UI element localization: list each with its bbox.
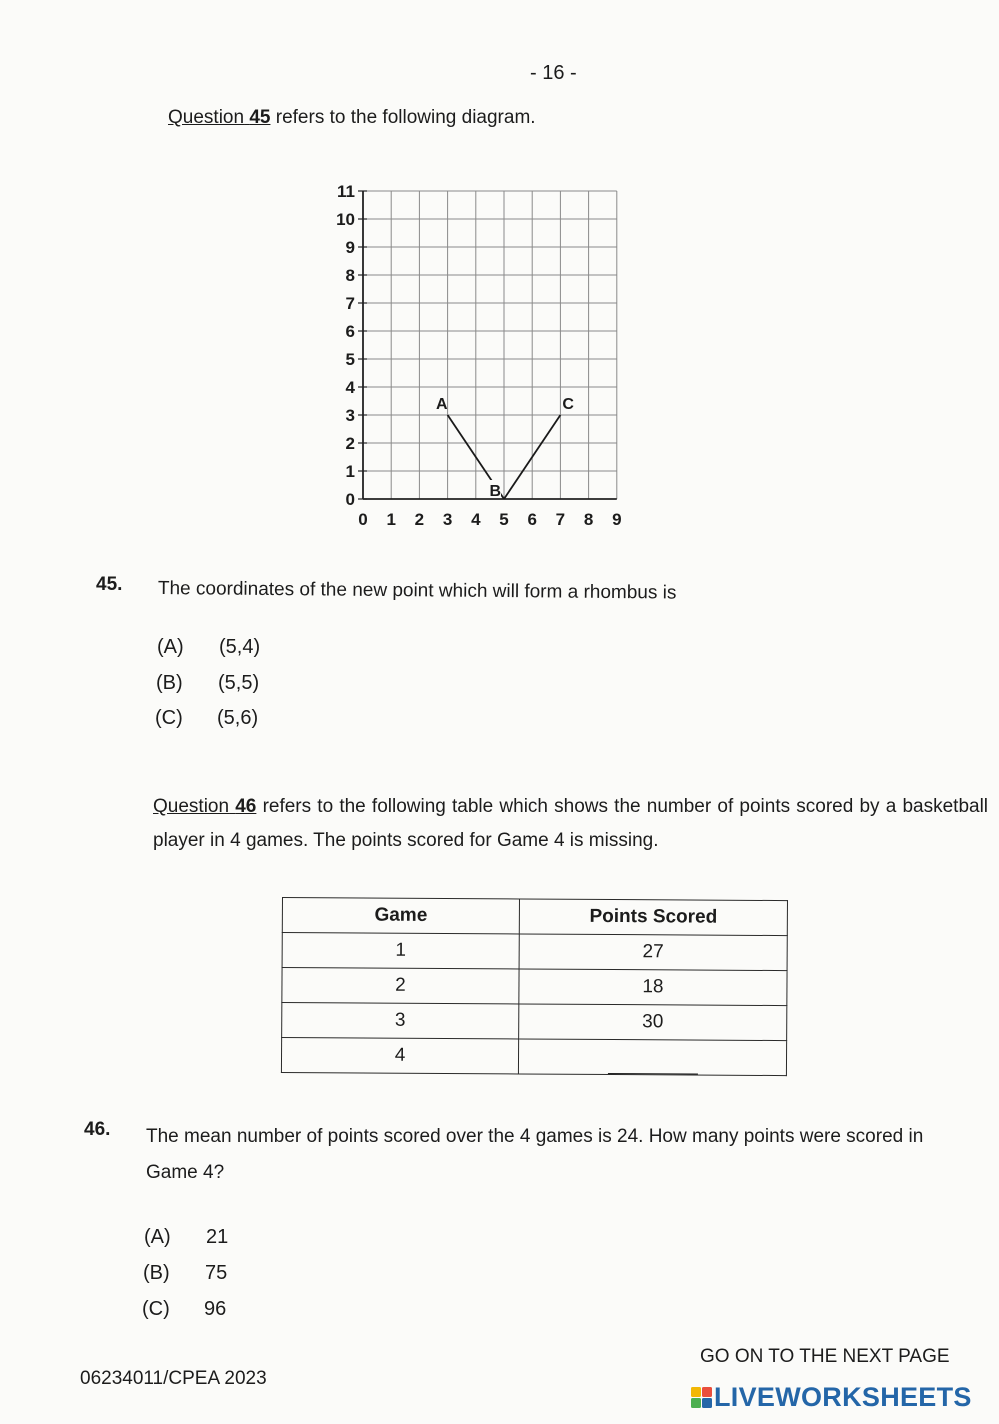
q46-option-b[interactable]: (B) 75 xyxy=(143,1262,228,1284)
x-tick-label: 4 xyxy=(471,510,481,529)
question-45-text: The coordinates of the new point which will form a rhombus is xyxy=(157,578,677,604)
logo-square xyxy=(702,1398,712,1408)
q45-option-c[interactable]: (C) (5,6) xyxy=(155,707,259,729)
y-tick-label: 2 xyxy=(345,434,355,453)
point-label-c: C xyxy=(562,396,574,413)
table-header-points: Points Scored xyxy=(519,899,787,936)
table-cell-game: 1 xyxy=(282,933,519,969)
liveworksheets-logo-text: LIVEWORKSHEETS xyxy=(714,1382,972,1412)
question-46-ref: Question 46 xyxy=(153,796,257,817)
exam-code: 06234011/CPEA 2023 xyxy=(80,1368,267,1389)
q46-option-a[interactable]: (A) 21 xyxy=(144,1226,229,1248)
table-cell-points: 27 xyxy=(519,934,787,971)
go-on-next-page-text: GO ON TO THE NEXT PAGE xyxy=(700,1346,950,1367)
table-row xyxy=(282,968,787,1006)
liveworksheets-logo xyxy=(690,1382,972,1413)
y-tick-label: 3 xyxy=(345,406,355,425)
y-tick-label: 10 xyxy=(336,210,355,229)
table-header-game: Game xyxy=(282,898,519,934)
q45-option-a[interactable]: (A) (5,4) xyxy=(157,636,261,658)
y-tick-label: 5 xyxy=(345,350,355,369)
x-tick-label: 1 xyxy=(386,510,396,529)
x-tick-label: 9 xyxy=(612,510,622,529)
logo-square xyxy=(691,1387,701,1397)
y-tick-label: 11 xyxy=(337,182,355,201)
x-tick-label: 8 xyxy=(583,510,594,529)
points-table xyxy=(281,897,788,1076)
y-tick-label: 0 xyxy=(345,490,355,509)
question-45-intro: Question 45 refers to the following diagram. xyxy=(168,107,536,128)
table-cell-game: 3 xyxy=(282,1003,519,1039)
x-tick-label: 5 xyxy=(499,510,509,529)
y-tick-label: 4 xyxy=(345,378,355,397)
table-cell-points: 18 xyxy=(519,969,787,1006)
logo-square xyxy=(691,1398,701,1408)
table-cell-points-missing[interactable] xyxy=(518,1039,786,1076)
x-tick-label: 7 xyxy=(555,510,566,529)
question-45-ref: Question 45 xyxy=(168,107,271,128)
x-tick-label: 2 xyxy=(414,510,425,529)
y-tick-label: 7 xyxy=(345,294,355,313)
q46-option-c[interactable]: (C) 96 xyxy=(142,1298,227,1320)
answer-blank-line[interactable] xyxy=(607,1054,697,1074)
question-46-number: 46. xyxy=(84,1119,111,1140)
question-46-intro: Question 46 refers to the following table which shows the number of points scored by a basketball player in 4 games. The points scored for Game 4 is missing. xyxy=(153,796,989,851)
question-45-number: 45. xyxy=(96,574,123,595)
x-tick-label: 6 xyxy=(527,510,537,529)
y-tick-label: 8 xyxy=(345,266,355,285)
q45-option-b[interactable]: (B) (5,5) xyxy=(156,672,260,694)
point-label-b: B xyxy=(489,483,501,500)
table-row xyxy=(282,1003,787,1041)
logo-square xyxy=(702,1387,712,1397)
table-cell-game: 2 xyxy=(282,968,519,1004)
x-tick-label: 3 xyxy=(442,510,453,529)
question-46-text: The mean number of points scored over the 4 games is 24. How many points were scored in Game 4? xyxy=(146,1126,924,1183)
x-tick-label: 0 xyxy=(358,510,368,529)
point-label-a: A xyxy=(436,396,448,413)
y-tick-label: 9 xyxy=(345,238,355,257)
coordinate-grid-chart xyxy=(325,175,635,535)
liveworksheets-logo-icon xyxy=(690,1386,714,1410)
table-cell-game: 4 xyxy=(281,1038,518,1074)
table-cell-points: 30 xyxy=(519,1004,787,1041)
table-row xyxy=(282,933,787,971)
table-header-row xyxy=(282,898,787,936)
y-tick-label: 6 xyxy=(345,322,355,341)
page-number: - 16 - xyxy=(530,62,577,84)
table-row xyxy=(281,1038,786,1076)
y-tick-label: 1 xyxy=(345,462,355,481)
